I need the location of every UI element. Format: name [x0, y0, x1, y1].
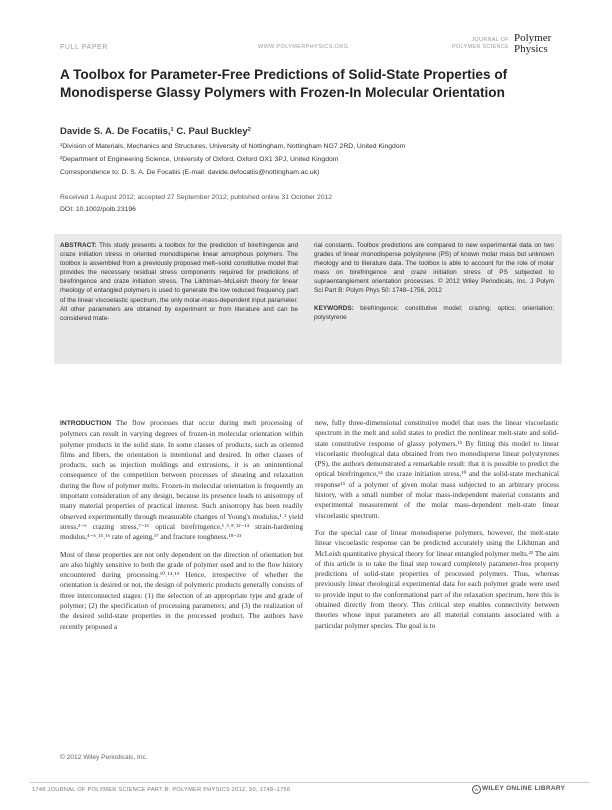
journal-tag: [452, 37, 509, 51]
journal-tag-line2: POLYMER SCIENCE: [452, 44, 509, 50]
received-dates: Received 1 August 2012; accepted 27 September 2012; published online 31 October 2012: [60, 194, 333, 201]
copyright-notice: © 2012 Wiley Periodicals, Inc.: [60, 754, 148, 761]
journal-url[interactable]: WWW.POLYMERPHYSICS.ORG: [258, 44, 349, 50]
author-list: Davide S. A. De Focatiis,¹ C. Paul Buckley²: [60, 126, 251, 137]
article-title: A Toolbox for Parameter-Free Predictions of Solid-State Properties of Monodisperse Glassy Polymers with Frozen-In Molecular Orientation: [60, 67, 508, 100]
keywords-label: KEYWORDS:: [314, 304, 354, 312]
abstract-text-2: rial constants. Toolbox predictions are compared to new experimental data on two grades of linear monodisperse polystyrene (PS) of known molar mass but unknown rheology and to literature data. The toolbox is able to account for the role of molar mass on birefringence and craze initiation stress of PS subjected to supraentanglement orientation processes. © 2012 Wiley Periodicals, Inc. J Polym Sci Part B: Polym Phys 50: 1748–1756, 2012: [314, 242, 554, 295]
paragraph: Most of these properties are not only dependent on the direction of orientation but are also highly sensitive to both the grade of polymer used and to the flow history encountered during processing.¹⁰˒¹⁴˒¹⁵ Hence, irrespective of whether the orientation is desired or not, the design of polymeric products generally consists of three interconnected stages: (1) the selection of an appropriate type and grade of polymer; (2) the specification of processing parameters; and (3) the realization of the desired solid-state properties in the processed product. The authors have recently proposed a: [60, 549, 303, 631]
body-column-1: [60, 418, 303, 639]
paragraph: [60, 418, 303, 543]
doi[interactable]: DOI: 10.1002/polb.23196: [60, 206, 136, 213]
footer-divider: [30, 782, 590, 783]
body-column-2: [315, 418, 559, 638]
paragraph-text: The flow processes that occur during melt processing of polymers can result in varying degrees of frozen-in molecular orientation within polymer products in the solid state. In some classes of products, such as oriented films and fibers, the orientation is intentional and desired. In other classes of products, such as injection moldings and extrusions, it is an unintentional consequence of the competition between processes of shearing and relaxation during the flow of polymer melts. Frozen-in molecular orientation is frequently an important consideration of any design, because its presence leads to anisotropy of many material properties of practical interest. Such anisotropy has been readily observed experimentally through measurable changes of Young's modulus,¹˒² yield stress,³⁻⁶ crazing stress,⁷⁻¹¹ optical birefringence,¹˒³˒⁸˒¹²⁻¹⁴ strain-hardening modulus,⁴⁻⁶˒¹⁵˒¹⁶ rate of ageing,¹⁷ and fracture toughness.¹⁸⁻²¹: [60, 418, 303, 542]
affiliation-2: ²Department of Engineering Science, University of Oxford, Oxford OX1 3PJ, United Kingdom: [60, 156, 339, 163]
abstract-column-2: [314, 241, 554, 322]
abstract-box: [54, 234, 562, 364]
brand-line2: Physics: [514, 43, 548, 55]
keywords-text: birefringence; constitutive model; crazing; optics; orientation; polystyrene: [314, 304, 555, 321]
journal-tag-line1: JOURNAL OF: [471, 37, 509, 43]
brand-line1: Polymer: [514, 32, 552, 44]
wiley-logo-icon: W: [472, 785, 481, 794]
journal-brand: [514, 33, 551, 55]
correspondence: Correspondence to: D. S. A. De Focatiis (E-mail: davide.defocatiis@nottingham.ac.uk): [60, 169, 320, 176]
abstract-column-1: [60, 241, 298, 323]
publisher-logo-text[interactable]: WILEY ONLINE LIBRARY: [482, 785, 566, 792]
paragraph: new, fully three-dimensional constitutive model that uses the linear viscoelastic spectrum in the melt and solid states to predict the nonlinear melt-state and solid-state constitutive response of glassy polymers.¹⁵ By fitting this model to linear viscoelastic rheological data obtained from two monodisperse linear polystyrenes (PS), the authors demonstrated a remarkable result: that it is possible to predict the optical birefringence,¹⁴ the craze initiation stress,¹⁰ and the solid-state mechanical response¹⁵ of a polymer of given molar mass subjected to an arbitrary process history, with a small number of molar mass-independent material constants and experimental measurement of the molar mass-dependent melt-state linear viscoelastic spectrum.: [315, 418, 559, 520]
abstract-text-1: This study presents a toolbox for the prediction of birefringence and craze initiation stress in oriented monodisperse linear amorphous polymers. The toolbox is assembled from a previously proposed melt–solid constitutive model that provides the necessary residual stress components required for predictions of birefringence and craze initiation stress. The Likhtman–McLeish theory for linear rheology of entangled polymers is used to generate the low reduced frequency part of the linear viscoelastic spectrum, the only molar-mass-dependent input parameter. All other parameters are obtained by experiment or from literature and can be considered mate-: [60, 242, 298, 322]
footer-citation: 1748 JOURNAL OF POLYMER SCIENCE PART B: POLYMER PHYSICS 2012, 50, 1748–1756: [32, 787, 291, 793]
abstract-label: ABSTRACT:: [60, 242, 97, 249]
section-heading-introduction: INTRODUCTION: [60, 420, 112, 427]
keywords: [314, 304, 554, 322]
affiliation-1: ¹Division of Materials, Mechanics and Structures, University of Nottingham, Nottingham NG7 2RD, United Kingdom: [60, 143, 406, 150]
paragraph: For the special case of linear monodisperse polymers, however, the melt-state linear viscoelastic response can be predicted accurately using the Likhtman and McLeish quantitative physical theory for linear entangled polymer melts.²² The aim of this article is to take the final step toward completely parameter-free property predictions of solid-state properties of processed polymers. Thus, whereas previously linear rheological experimental data for each polymer grade were used to provide input to the conformational part of the relaxation spectrum, here this is obtained directly from theory. This critical step enables connectivity between theories whose input parameters are all material constants associated with a particular polymer species. The goal is to: [315, 527, 559, 630]
section-label: FULL PAPER: [60, 44, 109, 51]
